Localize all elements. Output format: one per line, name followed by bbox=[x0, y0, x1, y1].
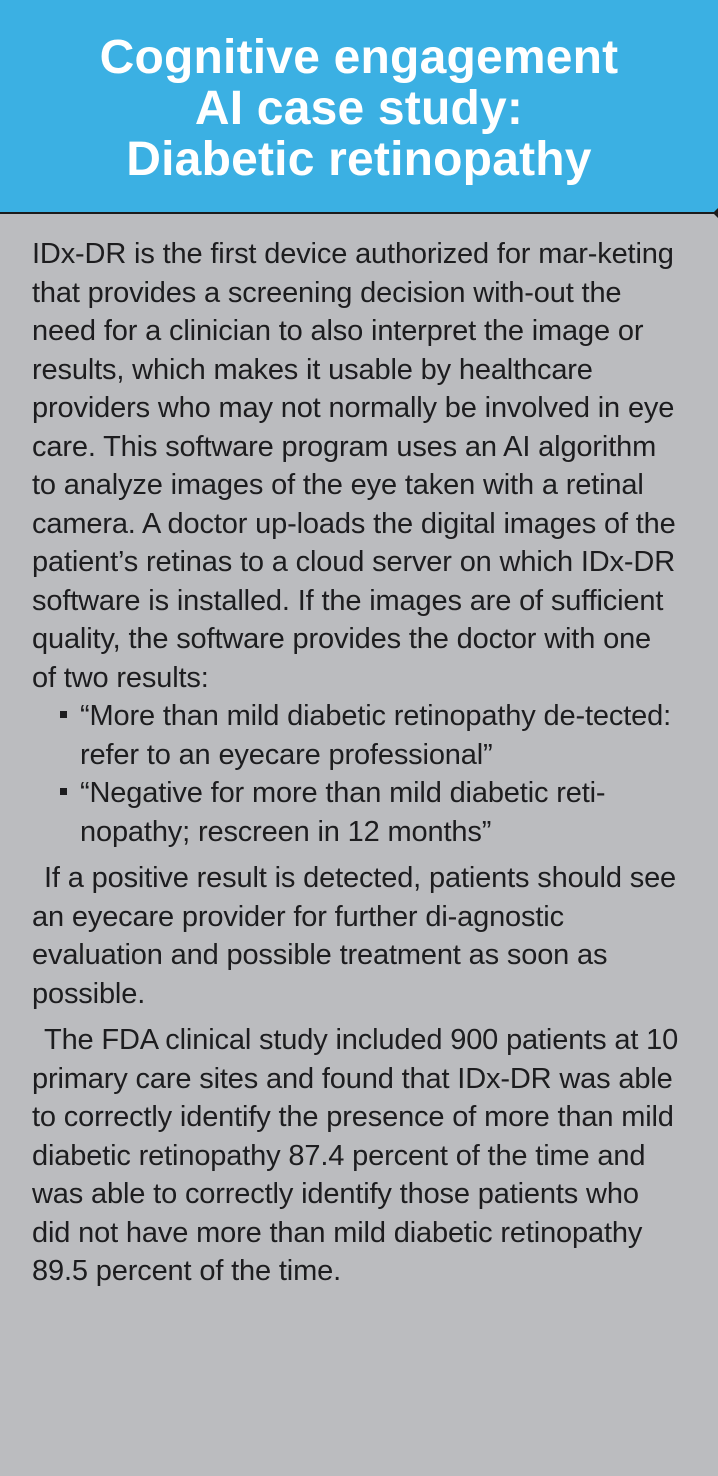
list-item bbox=[32, 774, 680, 851]
result-negative-text: “Negative for more than mild diabetic reti-nopathy; rescreen in 12 months” bbox=[80, 777, 606, 848]
case-study-title: Cognitive engagement AI case study: Diabetic retinopathy bbox=[99, 30, 619, 186]
result-positive-text: “More than mild diabetic retinopathy de-tected: refer to an eyecare professional” bbox=[80, 700, 671, 771]
square-bullet-icon bbox=[60, 711, 67, 718]
fda-study-paragraph: The FDA clinical study included 900 patients at 10 primary care sites and found that IDx-DR was able to correctly identify the presence of more than mild diabetic retinopathy 87.4 percent of the time and was able to correctly identify those patients who did not have more than mild diabetic retinopathy 89.5 percent of the time. bbox=[32, 1024, 679, 1287]
list-item bbox=[32, 697, 680, 774]
case-study-body bbox=[0, 214, 718, 1291]
square-bullet-icon bbox=[60, 788, 67, 795]
positive-result-paragraph: If a positive result is detected, patients should see an eyecare provider for further di-agnostic evaluation and possible treatment as soon as possible. bbox=[32, 862, 677, 1010]
results-list bbox=[32, 697, 680, 851]
title-banner bbox=[0, 0, 718, 214]
intro-paragraph: IDx-DR is the first device authorized for mar-keting that provides a screening decision with-out the need for a clinician to also interpret the image or results, which makes it usable by healthcare providers who may not normally be involved in eye care. This software program uses an AI algorithm to analyze images of the eye taken with a retinal camera. A doctor up-loads the digital images of the patient’s retinas to a cloud server on which IDx-DR software is installed. If the images are of sufficient quality, the software provides the doctor with one of two results: bbox=[32, 238, 676, 694]
